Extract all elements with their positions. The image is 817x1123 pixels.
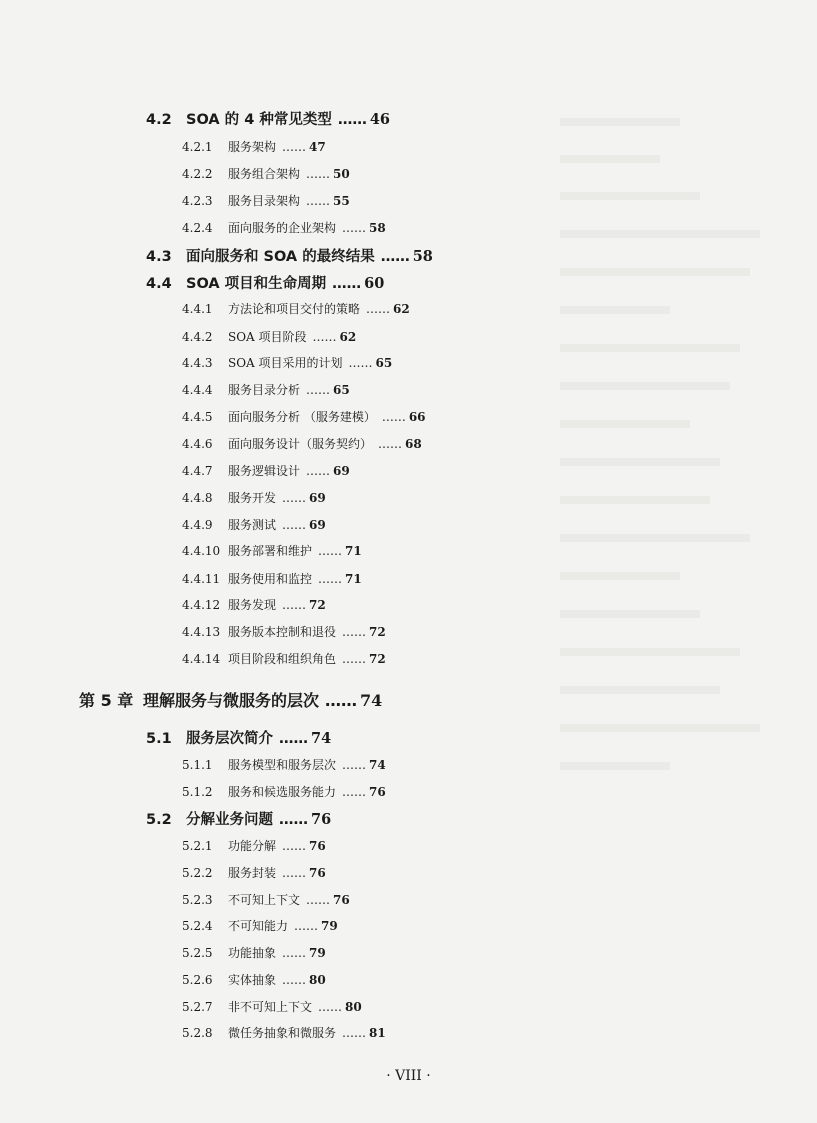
toc-subsection-entry[interactable]	[182, 1027, 386, 1039]
toc-leader-dots: ……	[282, 866, 307, 880]
toc-leader-dots: ……	[380, 249, 410, 265]
toc-leader-dots: ……	[381, 410, 406, 424]
toc-entry-title: 非不可知上下文	[228, 1000, 313, 1014]
toc-subsection-entry[interactable]	[182, 222, 386, 234]
toc-entry-number: 5.1	[146, 731, 172, 747]
toc-chapter-entry[interactable]	[79, 693, 382, 709]
toc-entry-page-number: 76	[311, 811, 332, 828]
toc-section-entry[interactable]	[146, 732, 331, 747]
toc-subsection-entry[interactable]	[182, 626, 386, 638]
toc-entry-title: 服务测试	[228, 518, 277, 532]
toc-entry-number: 4.4.4	[182, 383, 213, 397]
toc-entry-title: 服务开发	[228, 491, 277, 505]
toc-entry-number: 4.4.11	[182, 572, 221, 586]
toc-entry-page-number: 69	[309, 491, 326, 505]
toc-entry-number: 5.2.1	[182, 839, 213, 853]
toc-entry-page-number: 74	[360, 691, 383, 710]
toc-subsection-entry[interactable]	[182, 195, 350, 207]
toc-entry-title: 服务架构	[228, 140, 277, 154]
toc-entry-page-number: 76	[309, 839, 326, 853]
toc-entry-title: 方法论和项目交付的策略	[228, 302, 361, 316]
toc-subsection-entry[interactable]	[182, 947, 326, 959]
toc-entry-title: 服务目录架构	[228, 194, 301, 208]
toc-entry-title: 服务版本控制和退役	[228, 625, 337, 639]
toc-subsection-entry[interactable]	[182, 384, 350, 396]
toc-subsection-entry[interactable]	[182, 438, 422, 450]
toc-entry-page-number: 69	[333, 464, 350, 478]
toc-leader-dots: ……	[318, 544, 343, 558]
toc-entry-page-number: 80	[309, 973, 326, 987]
toc-entry-page-number: 60	[364, 275, 385, 292]
toc-entry-number: 4.2.1	[182, 140, 213, 154]
toc-entry-number: 4.4.14	[182, 652, 221, 666]
toc-entry-page-number: 58	[412, 248, 433, 265]
toc-entry-page-number: 66	[408, 410, 426, 424]
toc-subsection-entry[interactable]	[182, 168, 350, 180]
toc-leader-dots: ……	[337, 112, 367, 128]
toc-leader-dots: ……	[282, 973, 307, 987]
toc-entry-title: SOA 项目和生命周期	[186, 276, 327, 292]
toc-subsection-entry[interactable]	[182, 894, 350, 906]
toc-leader-dots: ……	[348, 356, 373, 370]
toc-leader-dots: ……	[342, 625, 367, 639]
toc-entry-title: 服务使用和监控	[228, 572, 313, 586]
toc-entry-page-number: 81	[369, 1026, 386, 1040]
toc-entry-page-number: 74	[311, 730, 332, 747]
toc-entry-page-number: 58	[369, 221, 386, 235]
toc-entry-title: 服务部署和维护	[228, 544, 313, 558]
toc-subsection-entry[interactable]	[182, 974, 326, 986]
toc-leader-dots: ……	[282, 140, 307, 154]
toc-entry-title: 不可知上下文	[228, 893, 301, 907]
toc-entry-number: 4.4	[146, 276, 172, 292]
toc-entry-number: 4.4.6	[182, 437, 213, 451]
page-number-footer: · VIII ·	[386, 1068, 431, 1084]
toc-entry-page-number: 76	[369, 785, 386, 799]
toc-entry-title: 服务发现	[228, 598, 277, 612]
toc-entry-title: 服务模型和服务层次	[228, 758, 337, 772]
toc-entry-page-number: 71	[345, 572, 362, 586]
toc-entry-page-number: 46	[369, 111, 391, 128]
toc-subsection-entry[interactable]	[182, 465, 350, 477]
toc-leader-dots: ……	[342, 652, 367, 666]
toc-entry-page-number: 79	[321, 919, 338, 933]
toc-leader-dots: ……	[342, 221, 367, 235]
toc-entry-title: SOA 的 4 种常见类型	[186, 112, 332, 128]
toc-entry-number: 5.1.1	[182, 758, 213, 772]
toc-entry-page-number: 76	[333, 893, 350, 907]
toc-subsection-entry[interactable]	[182, 331, 356, 343]
toc-leader-dots: ……	[332, 276, 362, 292]
toc-entry-page-number: 72	[309, 598, 326, 612]
toc-section-entry[interactable]	[146, 813, 331, 828]
toc-subsection-entry[interactable]	[182, 545, 362, 557]
toc-entry-page-number: 69	[309, 518, 326, 532]
toc-entry-title: 服务组合架构	[228, 167, 301, 181]
toc-entry-number: 4.4.8	[182, 491, 213, 505]
toc-leader-dots: ……	[342, 758, 367, 772]
toc-leader-dots: ……	[306, 194, 331, 208]
toc-entry-title: 服务逻辑设计	[228, 464, 301, 478]
toc-entry-page-number: 55	[333, 194, 350, 208]
toc-entry-title: 微任务抽象和微服务	[228, 1026, 337, 1040]
toc-subsection-entry[interactable]	[182, 519, 326, 531]
toc-leader-dots: ……	[342, 785, 367, 799]
toc-leader-dots: ……	[306, 893, 331, 907]
toc-subsection-entry[interactable]	[182, 492, 326, 504]
toc-entry-title: 不可知能力	[228, 919, 289, 933]
toc-leader-dots: ……	[312, 330, 337, 344]
toc-subsection-entry[interactable]	[182, 920, 338, 932]
toc-entry-number: 4.4.9	[182, 518, 213, 532]
toc-subsection-entry[interactable]	[182, 867, 326, 879]
toc-entry-number: 5.2.7	[182, 1000, 213, 1014]
toc-entry-number: 4.4.1	[182, 302, 213, 316]
toc-entry-page-number: 79	[309, 946, 326, 960]
toc-entry-title: 服务和候选服务能力	[228, 785, 337, 799]
toc-entry-number: 4.4.13	[182, 625, 221, 639]
toc-leader-dots: ……	[306, 167, 331, 181]
toc-entry-page-number: 50	[333, 167, 350, 181]
toc-subsection-entry[interactable]	[182, 141, 326, 153]
toc-entry-number: 4.4.3	[182, 356, 213, 370]
toc-leader-dots: ……	[318, 572, 343, 586]
toc-entry-page-number: 62	[339, 330, 357, 344]
toc-entry-title: 面向服务和 SOA 的最终结果	[186, 249, 375, 265]
toc-entry-title: 功能分解	[228, 839, 277, 853]
toc-subsection-entry[interactable]	[182, 840, 326, 852]
toc-subsection-entry[interactable]	[182, 599, 326, 611]
toc-entry-title: 面向服务设计（服务契约）	[228, 437, 373, 451]
toc-entry-page-number: 71	[345, 544, 362, 558]
toc-entry-title: 面向服务分析 （服务建模）	[228, 410, 376, 424]
toc-section-entry[interactable]	[146, 277, 384, 292]
toc-leader-dots: ……	[282, 518, 307, 532]
toc-leader-dots: ……	[282, 839, 307, 853]
toc-subsection-entry[interactable]	[182, 411, 426, 423]
toc-subsection-entry[interactable]	[182, 573, 362, 585]
toc-leader-dots: ……	[342, 1026, 367, 1040]
toc-entry-title: 服务层次简介	[186, 731, 273, 747]
toc-entry-page-number: 65	[375, 356, 393, 370]
toc-entry-number: 4.2.4	[182, 221, 213, 235]
toc-leader-dots: ……	[279, 731, 308, 747]
toc-entry-number: 5.2.3	[182, 893, 213, 907]
toc-entry-number: 第 5 章	[79, 691, 134, 710]
toc-leader-dots: ……	[306, 383, 331, 397]
toc-entry-number: 5.2	[146, 812, 172, 828]
toc-subsection-entry[interactable]	[182, 759, 386, 771]
toc-entry-title: SOA 项目阶段	[228, 330, 307, 344]
toc-entry-number: 4.4.7	[182, 464, 213, 478]
toc-leader-dots: ……	[282, 598, 307, 612]
toc-entry-number: 4.4.5	[182, 410, 213, 424]
toc-section-entry[interactable]	[146, 113, 390, 128]
toc-entry-title: 分解业务问题	[186, 812, 273, 828]
toc-entry-number: 4.4.2	[182, 330, 213, 344]
toc-leader-dots: ……	[378, 437, 403, 451]
toc-entry-number: 5.2.4	[182, 919, 213, 933]
toc-entry-number: 4.2.2	[182, 167, 213, 181]
toc-entry-page-number: 72	[369, 625, 386, 639]
toc-entry-title: 项目阶段和组织角色	[228, 652, 337, 666]
toc-leader-dots: ……	[294, 919, 319, 933]
toc-leader-dots: ……	[306, 464, 331, 478]
toc-entry-page-number: 80	[345, 1000, 362, 1014]
toc-entry-title: 理解服务与微服务的层次	[143, 691, 320, 710]
toc-leader-dots: ……	[282, 491, 307, 505]
toc-leader-dots: ……	[366, 302, 391, 316]
toc-leader-dots: ……	[282, 946, 307, 960]
toc-section-entry[interactable]	[146, 250, 433, 265]
toc-entry-number: 5.2.5	[182, 946, 213, 960]
toc-entry-page-number: 47	[309, 140, 326, 154]
toc-subsection-entry[interactable]	[182, 653, 386, 665]
toc-entry-page-number: 72	[369, 652, 386, 666]
toc-entry-title: 面向服务的企业架构	[228, 221, 337, 235]
toc-entry-page-number: 76	[309, 866, 326, 880]
toc-leader-dots: ……	[279, 812, 308, 828]
toc-entry-number: 5.2.8	[182, 1026, 213, 1040]
toc-entry-page-number: 68	[405, 437, 422, 451]
toc-entry-number: 4.2	[146, 112, 172, 128]
toc-subsection-entry[interactable]	[182, 1001, 362, 1013]
toc-entry-number: 4.3	[146, 249, 172, 265]
toc-entry-title: 服务目录分析	[228, 383, 301, 397]
toc-subsection-entry[interactable]	[182, 786, 386, 798]
toc-leader-dots: ……	[318, 1000, 343, 1014]
toc-entry-title: 实体抽象	[228, 973, 277, 987]
toc-entry-title: SOA 项目采用的计划	[228, 356, 343, 370]
toc-entry-page-number: 65	[333, 383, 350, 397]
toc-subsection-entry[interactable]	[182, 303, 410, 315]
toc-entry-number: 5.2.2	[182, 866, 213, 880]
toc-entry-title: 服务封装	[228, 866, 277, 880]
toc-entry-page-number: 62	[393, 302, 410, 316]
toc-entry-title: 功能抽象	[228, 946, 277, 960]
toc-entry-number: 5.1.2	[182, 785, 213, 799]
toc-subsection-entry[interactable]	[182, 357, 392, 369]
toc-leader-dots: ……	[325, 691, 358, 710]
toc-entry-number: 4.2.3	[182, 194, 213, 208]
toc-entry-page-number: 74	[369, 758, 386, 772]
toc-entry-number: 4.4.12	[182, 598, 221, 612]
toc-entry-number: 4.4.10	[182, 544, 221, 558]
toc-entry-number: 5.2.6	[182, 973, 213, 987]
